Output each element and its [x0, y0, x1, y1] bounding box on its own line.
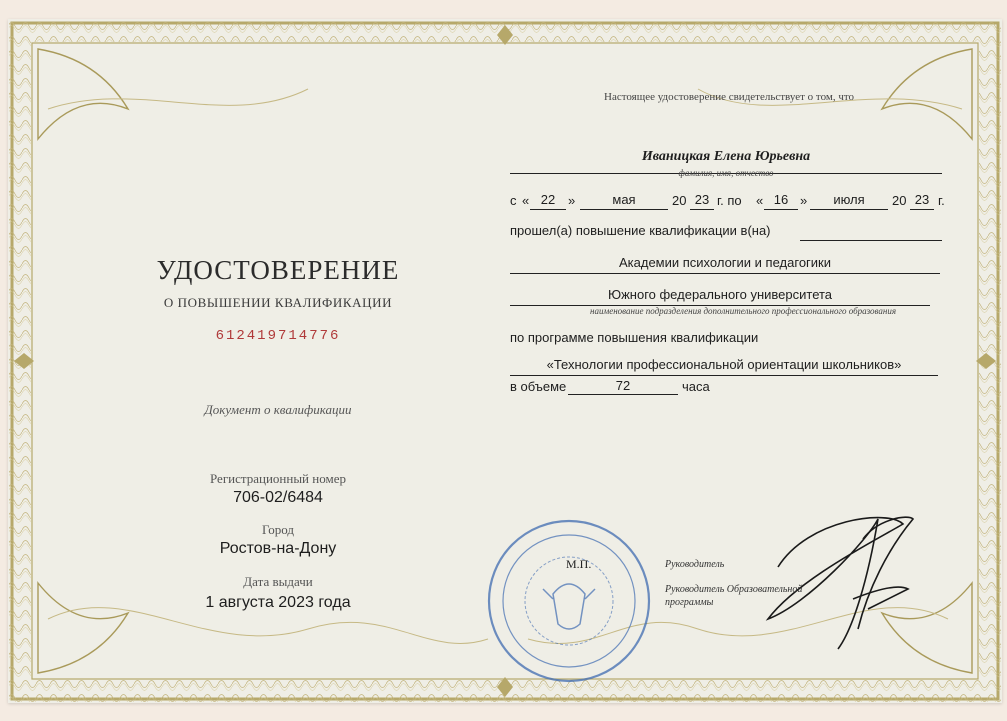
- organization-line-2: Южного федерального университета: [510, 287, 930, 306]
- volume-suffix: часа: [682, 379, 710, 394]
- document-type: Документ о квалификации: [204, 402, 352, 417]
- from-prefix: с: [510, 193, 517, 208]
- certificate-title: УДОСТОВЕРЕНИЕ: [156, 255, 400, 285]
- organization-caption: наименование подразделения дополнительного профессионального образования: [589, 306, 897, 316]
- name-caption: фамилия, имя, отчество: [678, 168, 774, 178]
- from-year-prefix: 20: [672, 193, 687, 208]
- program-name: «Технологии профессиональной ориентации школьников»: [510, 357, 938, 376]
- head-signature-label: Руководитель: [665, 559, 725, 570]
- from-suffix: г. по: [717, 193, 742, 208]
- official-seal: [489, 521, 649, 681]
- intro-text: Настоящее удостоверение свидетельствует о том, что: [604, 91, 855, 103]
- city-value: Ростов-на-Дону: [219, 540, 337, 557]
- volume-prefix: в объеме: [510, 379, 567, 394]
- to-suffix: г.: [938, 193, 945, 208]
- from-day: 22: [530, 190, 566, 210]
- to-day: 16: [764, 190, 798, 210]
- volume-hours: 72: [568, 377, 678, 395]
- volume-row: [510, 377, 810, 399]
- to-year: 23: [910, 190, 934, 210]
- registration-label: Регистрационный номер: [210, 471, 346, 486]
- issue-date-value: 1 августа 2023 года: [205, 594, 351, 611]
- certificate-subtitle: О ПОВЫШЕНИИ КВАЛИФИКАЦИИ: [163, 295, 393, 310]
- passed-line: [800, 223, 942, 241]
- seal-mp: М.П.: [566, 557, 592, 571]
- program-head-label-2: программы: [665, 597, 714, 608]
- program-label: по программе повышения квалификации: [510, 330, 759, 345]
- program-head-label-1: Руководитель Образовательной: [665, 584, 803, 595]
- issue-date-label: Дата выдачи: [243, 574, 313, 589]
- from-month: мая: [580, 190, 668, 210]
- to-year-prefix: 20: [892, 193, 907, 208]
- from-year: 23: [690, 190, 714, 210]
- registration-number: 706-02/6484: [233, 489, 323, 506]
- passed-text: прошел(а) повышение квалификации в(на): [510, 223, 771, 238]
- certificate: [8, 19, 1002, 703]
- city-label: Город: [261, 522, 295, 537]
- serial-number: 612419714776: [215, 328, 341, 344]
- organization-line-1: Академии психологии и педагогики: [510, 255, 940, 274]
- dates-row: с « 22 » мая 20 23 г. по « 16 » июля 20 23 г.: [510, 192, 945, 208]
- holder-name: Иваницкая Елена Юрьевна: [641, 149, 811, 164]
- to-month: июля: [810, 190, 888, 210]
